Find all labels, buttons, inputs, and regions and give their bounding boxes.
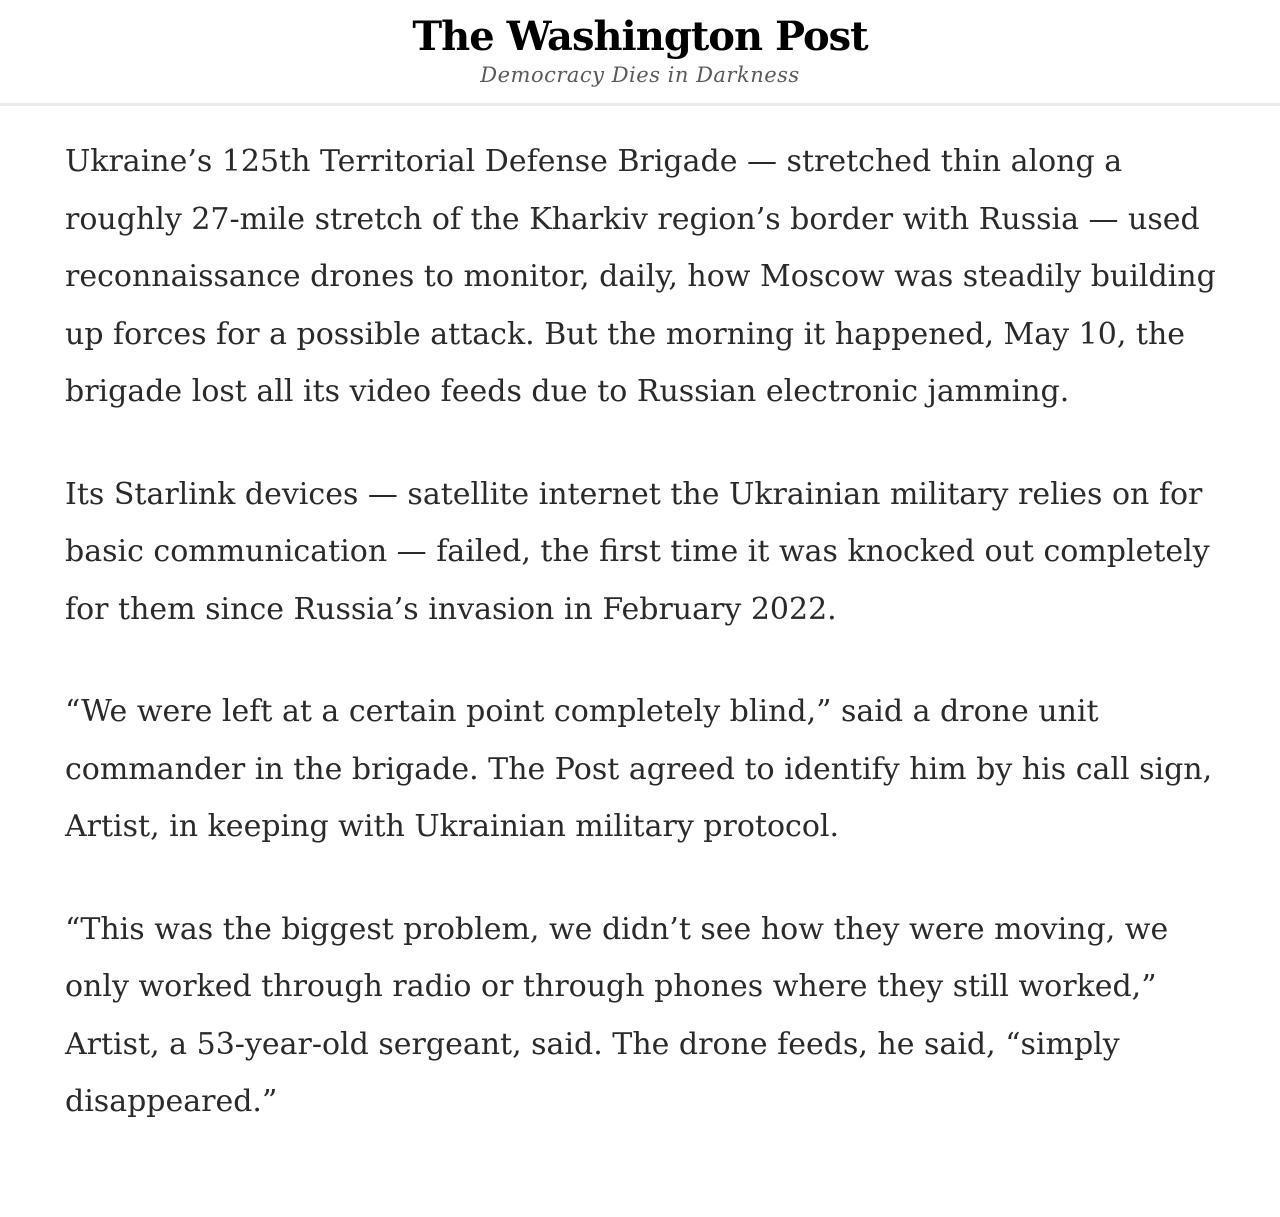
article-paragraph: Ukraine’s 125th Territorial Defense Brigade — stretched thin along a roughly 27-mile stretch of the Kharkiv region’s border with Russia — used reconnaissance drones to monitor, daily, how Moscow was steadily building up forces for a possible attack. But the morning it happened, May 10, the brigade lost all its video feeds due to Russian electronic jamming.	[65, 144, 1216, 409]
article-paragraph: “This was the biggest problem, we didn’t see how they were moving, we only worked through radio or through phones where they still worked,” Artist, a 53-year-old sergeant, said. The drone feeds, he said, “simply disappeared.”	[65, 911, 1169, 1119]
masthead-logo[interactable]: The Washington Post	[412, 13, 868, 60]
article-body	[65, 106, 1235, 1131]
article-paragraph: Its Starlink devices — satellite internet the Ukrainian military relies on for basic communication — failed, the first time it was knocked out completely for them since Russia’s invasion in February 2022.	[65, 476, 1210, 627]
article-paragraph: “We were left at a certain point completely blind,” said a drone unit commander in the brigade. The Post agreed to identify him by his call sign, Artist, in keeping with Ukrainian military protocol.	[65, 694, 1213, 844]
masthead	[0, 0, 1280, 106]
masthead-tagline: Democracy Dies in Darkness	[480, 63, 800, 87]
